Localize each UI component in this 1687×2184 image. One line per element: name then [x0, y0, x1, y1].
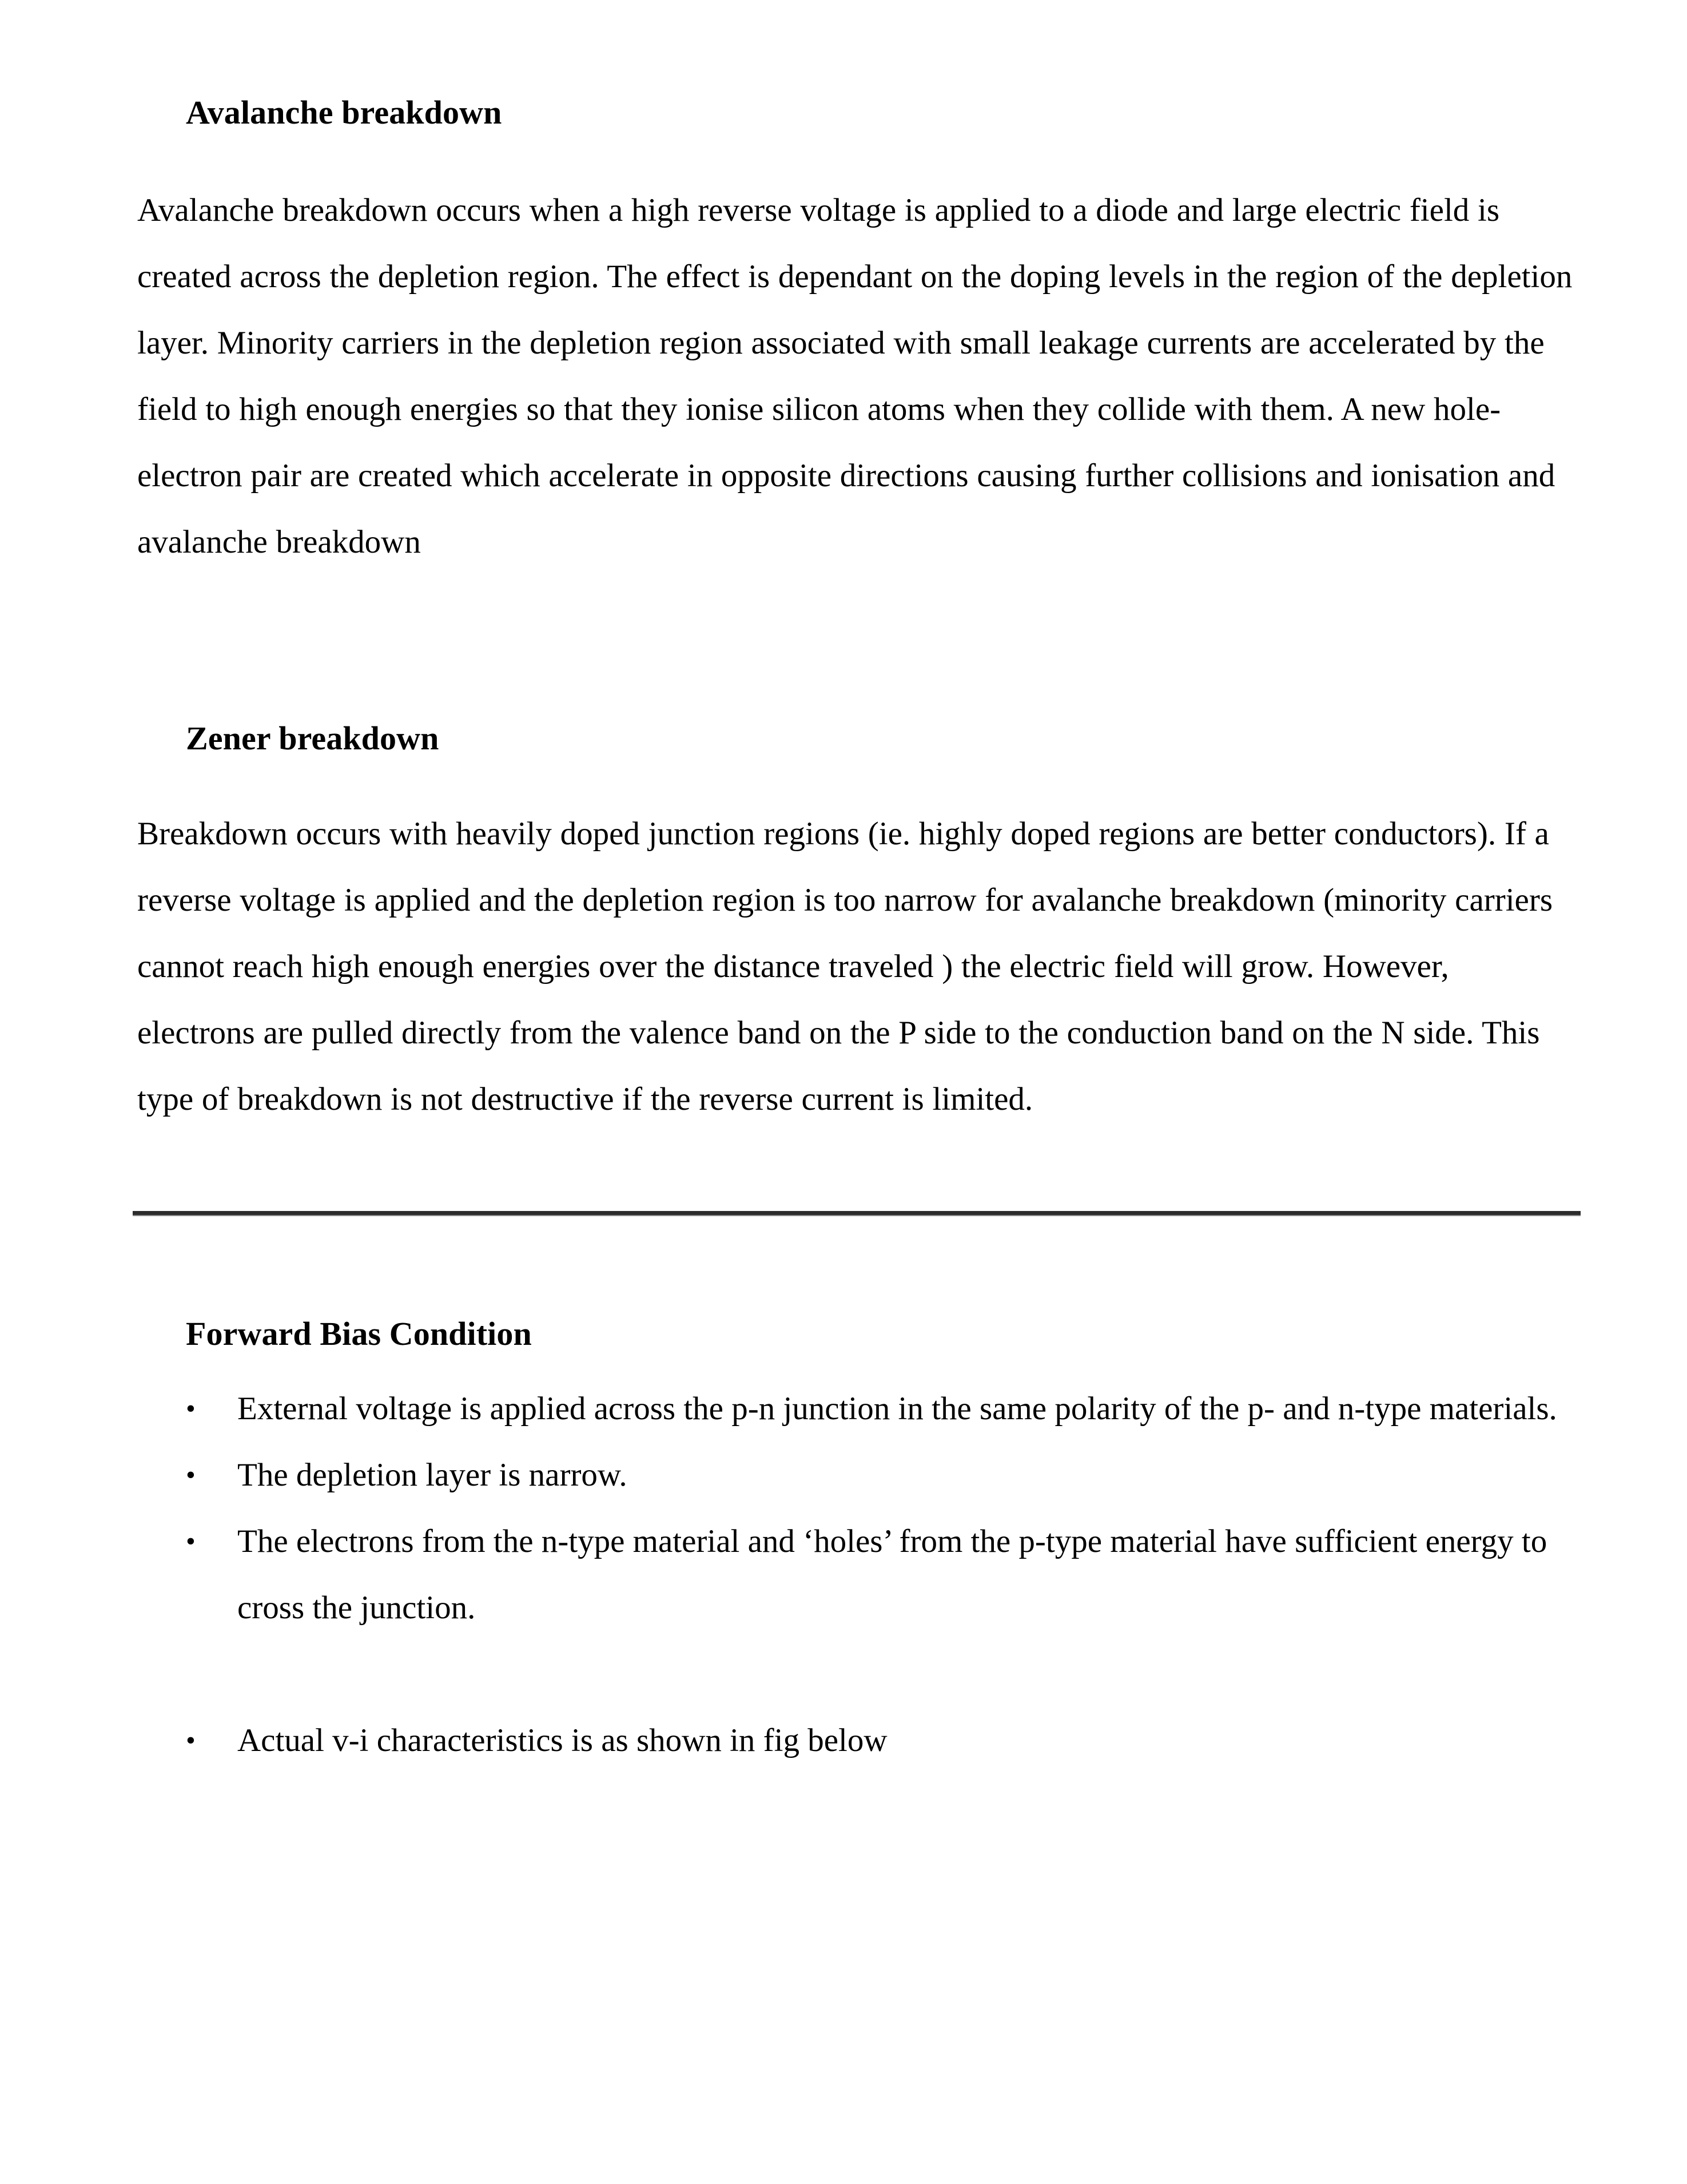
bullet-point-icon: • [186, 1526, 196, 1556]
list-item-label: The depletion layer is narrow. [237, 1457, 627, 1493]
list-spacer [0, 1641, 1687, 1708]
bullet-point-icon: • [186, 1460, 196, 1490]
paragraph-zener-breakdown: Breakdown occurs with heavily doped junction regions (ie. highly doped regions are better conductors). If a reverse voltage is applied and the depletion region is too narrow for avalanche breakdown (minority carriers cannot reach high enough energies over the distance traveled ) the electric field will grow. However, electrons are pulled directly from the valence band on the P side to the conduction band on the N side. This type of breakdown is not destructive if the reverse current is limited. [137, 816, 1553, 1117]
forward-bias-bullet-list [0, 1376, 1687, 1774]
list-item [0, 1708, 1687, 1774]
list-item-label: External voltage is applied across the p-n junction in the same polarity of the p- and n-type materials. [237, 1391, 1557, 1427]
heading-zener-breakdown: Zener breakdown [186, 720, 439, 757]
heading-avalanche-breakdown: Avalanche breakdown [186, 94, 502, 131]
bullet-point-icon: • [186, 1393, 196, 1424]
heading-forward-bias-condition: Forward Bias Condition [186, 1315, 532, 1352]
list-item-label: The electrons from the n-type material and ‘holes’ from the p-type material have sufficient energy to cross the junction. [237, 1523, 1547, 1626]
paragraph-avalanche-breakdown: Avalanche breakdown occurs when a high reverse voltage is applied to a diode and large electric field is created across the depletion region. The effect is dependant on the doping levels in the region of the depletion layer. Minority carriers in the depletion region associated with small leakage currents are accelerated by the field to high enough energies so that they ionise silicon atoms when they collide with them. A new hole-electron pair are created which accelerate in opposite directions causing further collisions and ionisation and avalanche breakdown [137, 192, 1573, 560]
bullet-point-icon: • [186, 1725, 196, 1756]
list-item [0, 1508, 1687, 1641]
list-item [0, 1376, 1687, 1442]
section-divider [133, 1211, 1581, 1216]
list-item-label: Actual v-i characteristics is as shown in fig below [237, 1722, 888, 1758]
list-item [0, 1442, 1687, 1508]
